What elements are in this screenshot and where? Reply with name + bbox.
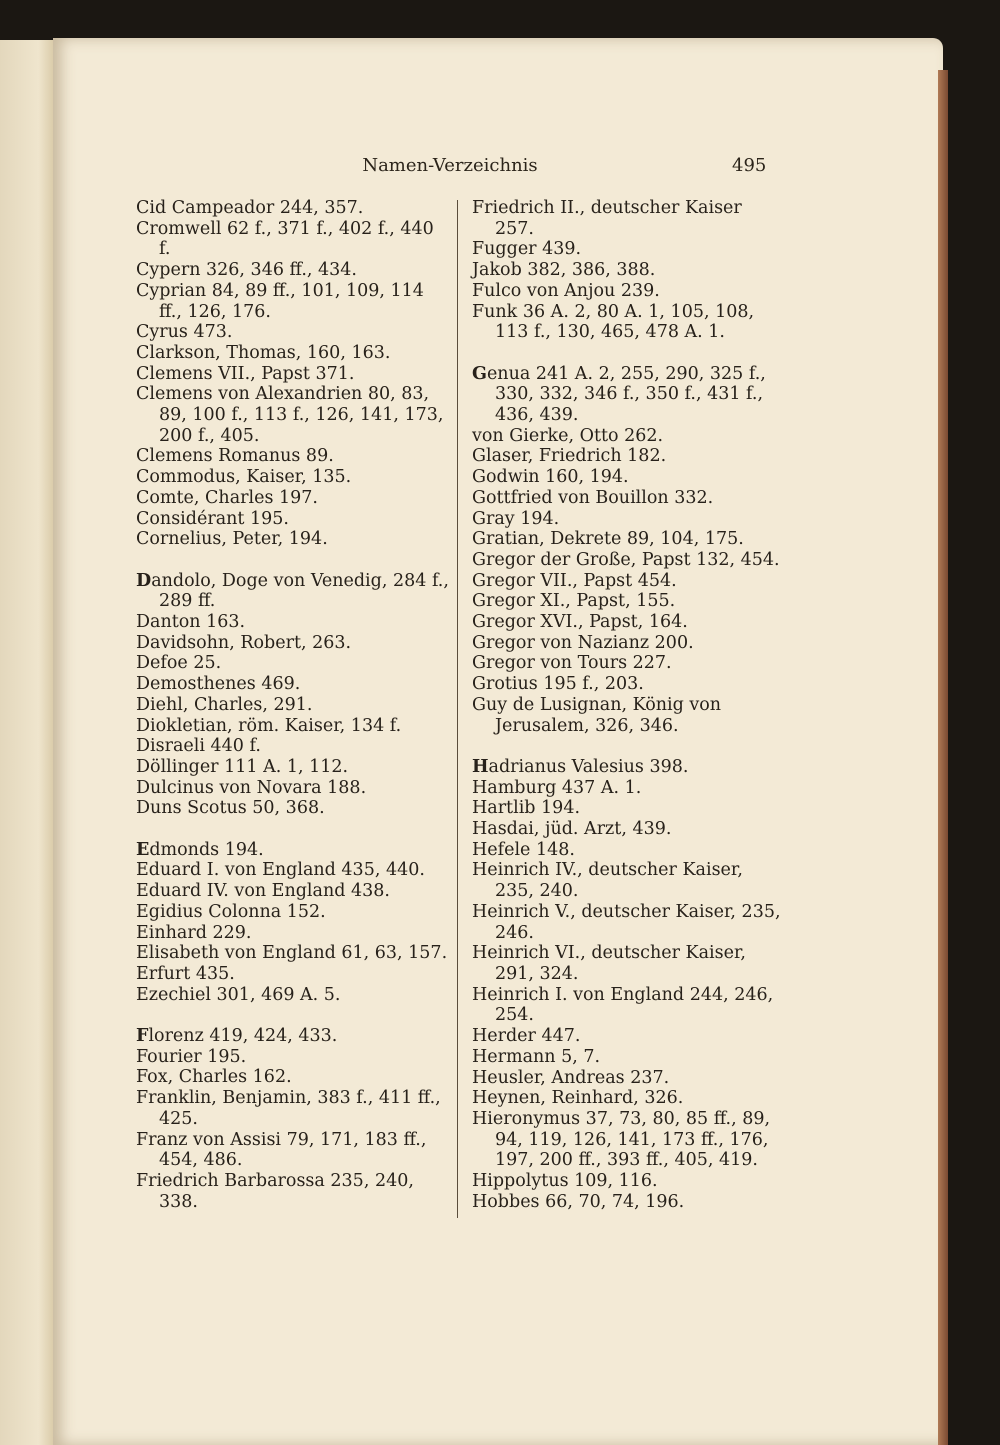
section-gap (472, 343, 782, 364)
section-gap (136, 550, 450, 571)
index-entry (472, 943, 782, 984)
entry-text: Dulcinus von Novara 188. (136, 777, 367, 798)
entry-text: Elisabeth von England 61, 63, 157. (136, 943, 448, 964)
index-entry (472, 1068, 782, 1089)
index-entry (472, 757, 782, 778)
entry-text: Eduard I. von England 435, 440. (136, 860, 425, 881)
entry-text: Gratian, Dekrete 89, 104, 175. (472, 529, 744, 550)
entry-text: Duns Scotus 50, 368. (136, 798, 325, 819)
entry-text: Comte, Charles 197. (136, 487, 318, 508)
index-entry (136, 1088, 450, 1129)
column-divider (457, 200, 458, 1218)
index-column-right (472, 198, 782, 1212)
index-entry (472, 902, 782, 943)
index-entry (472, 653, 782, 674)
index-entry (136, 778, 450, 799)
entry-text: Defoe 25. (136, 653, 222, 674)
entry-text: Eduard IV. von England 438. (136, 881, 390, 902)
entry-text: Cromwell 62 f., 371 f., 402 f., 440 f. (136, 218, 434, 260)
index-entry (136, 281, 450, 322)
index-entry (472, 509, 782, 530)
index-entry (472, 571, 782, 592)
entry-text: Fourier 195. (136, 1046, 247, 1067)
entry-text: Heinrich I. von England 244, 246, 254. (472, 984, 774, 1026)
index-entry (136, 757, 450, 778)
index-entry (472, 1192, 782, 1213)
index-entry (472, 860, 782, 901)
entry-text: Gray 194. (472, 508, 560, 529)
entry-text: Commodus, Kaiser, 135. (136, 467, 352, 488)
index-entry (136, 198, 450, 219)
entry-text: Gregor XVI., Papst, 164. (472, 612, 688, 633)
index-entry (136, 1130, 450, 1171)
entry-text: Davidsohn, Robert, 263. (136, 632, 352, 653)
entry-text: Gregor von Nazianz 200. (472, 632, 694, 653)
entry-text: Egidius Colonna 152. (136, 901, 326, 922)
index-entry (136, 1171, 450, 1212)
running-header-title: Namen-Verzeichnis (362, 155, 538, 176)
entry-text: adrianus Valesius 398. (488, 756, 689, 777)
entry-text: Clemens VII., Papst 371. (136, 363, 355, 384)
entry-text: Clarkson, Thomas, 160, 163. (136, 342, 391, 363)
page-number: 495 (732, 155, 767, 176)
entry-text: Hieronymus 37, 73, 80, 85 ff., 89, 94, 119, 126, 141, 173 ff., 176, 197, 200 ff., 393 ff., 405, 419. (472, 1108, 771, 1171)
entry-text: Heinrich V., deutscher Kaiser, 235, 246. (472, 901, 781, 943)
index-entry (472, 1171, 782, 1192)
entry-text: Gregor VII., Papst 454. (472, 570, 677, 591)
entry-text: Döllinger 111 A. 1, 112. (136, 756, 349, 777)
index-entry (136, 1026, 450, 1047)
index-entry (136, 860, 450, 881)
entry-text: Cid Campeador 244, 357. (136, 198, 364, 218)
index-entry (136, 219, 450, 260)
index-entry (136, 1047, 450, 1068)
section-initial: D (136, 570, 152, 591)
index-entry (472, 446, 782, 467)
index-entry (136, 653, 450, 674)
index-entry (136, 840, 450, 861)
index-entry (136, 881, 450, 902)
section-gap (136, 819, 450, 840)
entry-text: Disraeli 440 f. (136, 736, 261, 757)
index-entry (136, 633, 450, 654)
index-entry (472, 426, 782, 447)
index-entry (472, 778, 782, 799)
entry-text: Einhard 229. (136, 922, 252, 943)
index-entry (136, 343, 450, 364)
index-entry (136, 467, 450, 488)
index-column-left (136, 198, 450, 1212)
entry-text: Fulco von Anjou 239. (472, 280, 660, 301)
section-initial: G (472, 363, 487, 384)
entry-text: Cyprian 84, 89 ff., 101, 109, 114 ff., 126, 176. (136, 280, 424, 322)
index-entry (136, 923, 450, 944)
index-entry (472, 1109, 782, 1171)
entry-text: Erfurt 435. (136, 963, 235, 984)
entry-text: Grotius 195 f., 203. (472, 674, 644, 695)
entry-text: lorenz 419, 424, 433. (148, 1026, 338, 1047)
section-initial: H (472, 756, 489, 777)
entry-text: Funk 36 A. 2, 80 A. 1, 105, 108, 113 f., 130, 465, 478 A. 1. (472, 301, 755, 343)
index-entry (472, 260, 782, 281)
index-entry (136, 384, 450, 446)
index-entry (472, 529, 782, 550)
index-entry (136, 736, 450, 757)
facing-page-edge (0, 40, 55, 1445)
entry-text: Friedrich II., deutscher Kaiser 257. (472, 198, 742, 239)
entry-text: von Gierke, Otto 262. (472, 425, 664, 446)
index-entry (136, 364, 450, 385)
index-entry (472, 1047, 782, 1068)
entry-text: Guy de Lusignan, König von Jerusalem, 326, 346. (472, 694, 722, 736)
entry-text: Diokletian, röm. Kaiser, 134 f. (136, 715, 402, 736)
entry-text: Gregor von Tours 227. (472, 653, 672, 674)
entry-text: Glaser, Friedrich 182. (472, 446, 667, 467)
index-entry (472, 1088, 782, 1109)
entry-text: Fox, Charles 162. (136, 1067, 292, 1088)
index-entry (136, 674, 450, 695)
index-entry (136, 446, 450, 467)
index-entry (136, 985, 450, 1006)
entry-text: Hobbes 66, 70, 74, 196. (472, 1191, 685, 1212)
index-entry (472, 364, 782, 426)
index-entry (472, 674, 782, 695)
entry-text: Hamburg 437 A. 1. (472, 777, 642, 798)
entry-text: enua 241 A. 2, 255, 290, 325 f., 330, 332, 346 f., 350 f., 431 f., 436, 439. (486, 363, 766, 426)
index-entry (472, 798, 782, 819)
index-entry (472, 239, 782, 260)
index-entry (136, 695, 450, 716)
index-entry (136, 798, 450, 819)
index-entry (472, 467, 782, 488)
entry-text: dmonds 194. (149, 839, 264, 860)
entry-text: Hartlib 194. (472, 798, 581, 819)
index-entry (136, 260, 450, 281)
entry-text: Fugger 439. (472, 239, 582, 260)
entry-text: Hermann 5, 7. (472, 1046, 601, 1067)
index-entry (472, 985, 782, 1026)
index-entry (472, 550, 782, 571)
entry-text: Franklin, Benjamin, 383 f., 411 ff., 425. (136, 1088, 441, 1129)
page-edge (938, 70, 948, 1445)
entry-text: Heinrich VI., deutscher Kaiser, 291, 324. (472, 943, 746, 984)
index-entry (136, 964, 450, 985)
index-entry (136, 612, 450, 633)
entry-text: Heinrich IV., deutscher Kaiser, 235, 240. (472, 860, 743, 902)
entry-text: Ezechiel 301, 469 A. 5. (136, 984, 341, 1005)
entry-text: Danton 163. (136, 612, 246, 633)
index-entry (472, 1026, 782, 1047)
entry-text: Cyrus 473. (136, 322, 233, 343)
entry-text: Demosthenes 469. (136, 674, 301, 695)
index-entry (136, 716, 450, 737)
index-entry (136, 529, 450, 550)
section-gap (472, 736, 782, 757)
entry-text: Herder 447. (472, 1026, 581, 1047)
index-entry (136, 1067, 450, 1088)
entry-text: Heusler, Andreas 237. (472, 1067, 670, 1088)
entry-text: Franz von Assisi 79, 171, 183 ff., 454, 486. (136, 1129, 427, 1171)
index-entry (136, 571, 450, 612)
entry-text: Hasdai, jüd. Arzt, 439. (472, 819, 672, 840)
entry-text: Cypern 326, 346 ff., 434. (136, 260, 357, 281)
entry-text: Gottfried von Bouillon 332. (472, 487, 714, 508)
section-gap (136, 1005, 450, 1026)
index-entry (472, 198, 782, 239)
index-entry (472, 488, 782, 509)
entry-text: Hippolytus 109, 116. (472, 1171, 658, 1192)
entry-text: Friedrich Barbarossa 235, 240, 338. (136, 1171, 414, 1212)
index-entry (136, 943, 450, 964)
entry-text: Clemens von Alexandrien 80, 83, 89, 100 f., 113 f., 126, 141, 173, 200 f., 405. (136, 384, 444, 446)
entry-text: andolo, Doge von Venedig, 284 f., 289 ff. (151, 570, 449, 612)
index-entry (472, 695, 782, 736)
index-entry (472, 819, 782, 840)
index-entry (136, 488, 450, 509)
entry-text: Clemens Romanus 89. (136, 446, 334, 467)
entry-text: Heynen, Reinhard, 326. (472, 1088, 684, 1109)
entry-text: Godwin 160, 194. (472, 467, 629, 488)
index-entry (472, 302, 782, 343)
entry-text: Diehl, Charles, 291. (136, 694, 313, 715)
entry-text: Jakob 382, 386, 388. (472, 260, 656, 281)
index-entry (136, 322, 450, 343)
section-initial: E (136, 839, 150, 860)
index-entry (136, 902, 450, 923)
index-entry (472, 281, 782, 302)
index-entry (472, 591, 782, 612)
entry-text: Hefele 148. (472, 839, 575, 860)
entry-text: Cornelius, Peter, 194. (136, 529, 328, 550)
index-entry (472, 633, 782, 654)
entry-text: Gregor XI., Papst, 155. (472, 591, 676, 612)
entry-text: Considérant 195. (136, 508, 289, 529)
index-entry (472, 840, 782, 861)
entry-text: Gregor der Große, Papst 132, 454. (472, 549, 780, 570)
index-entry (136, 509, 450, 530)
section-initial: F (136, 1026, 149, 1047)
index-entry (472, 612, 782, 633)
